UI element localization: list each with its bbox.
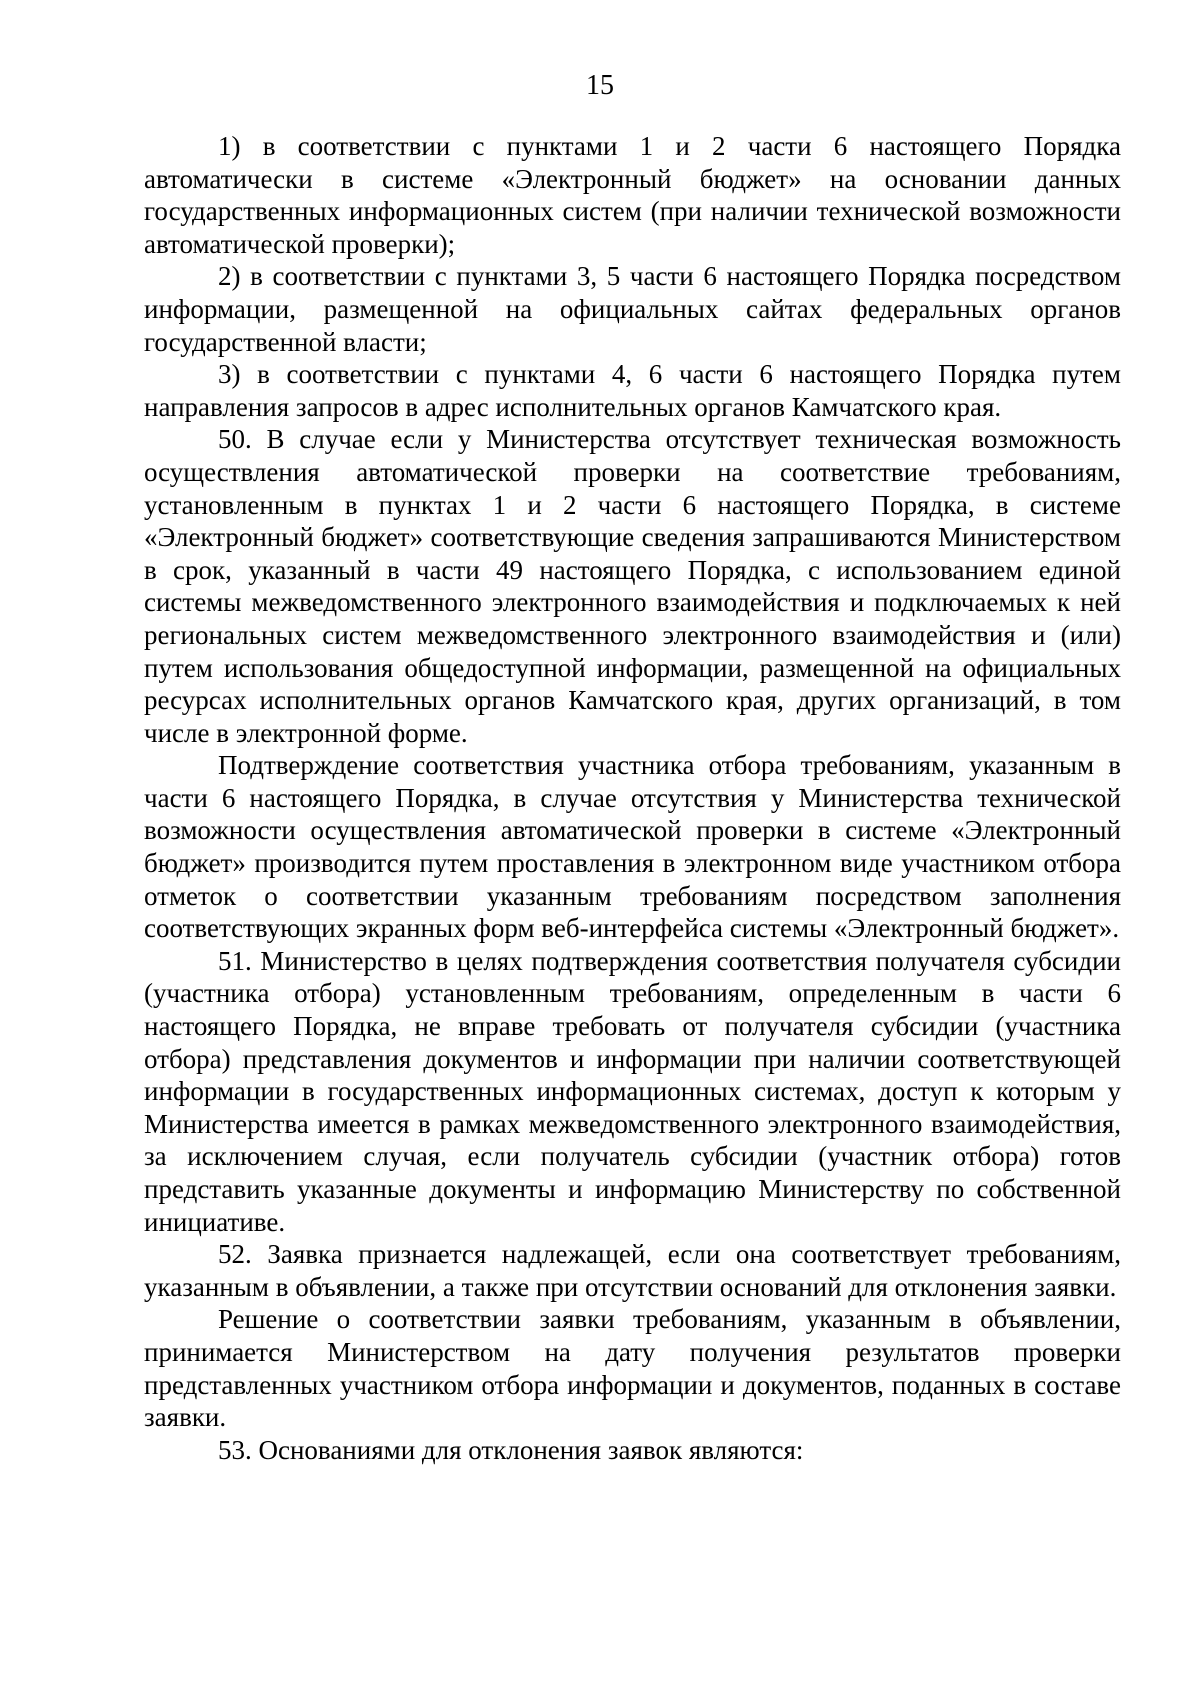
document-body	[144, 130, 1121, 1466]
paragraph-item-1: 1) в соответствии с пунктами 1 и 2 части 6 настоящего Порядка автоматически в системе «Электронный бюджет» на основании данных государственных информационных систем (при наличии технической возможности автоматической проверки);	[144, 131, 1121, 259]
paragraph-clause-53: 53. Основаниями для отклонения заявок являются:	[218, 1434, 804, 1465]
paragraph-item-2: 2) в соответствии с пунктами 3, 5 части 6 настоящего Порядка посредством информации, размещенной на официальных сайтах федеральных органов государственной власти;	[144, 261, 1121, 357]
paragraph-confirmation: Подтверждение соответствия участника отбора требованиям, указанным в части 6 настоящего Порядка, в случае отсутствия у Министерства технической возможности осуществления автоматической проверки в системе «Электронный бюджет» производится путем проставления в электронном виде участником отбора отметок о соответствии указанным требованиям посредством заполнения соответствующих экранных форм веб-интерфейса системы «Электронный бюджет».	[144, 750, 1121, 944]
paragraph-decision: Решение о соответствии заявки требованиям, указанным в объявлении, принимается Министерством на дату получения результатов проверки представленных участником отбора информации и документов, поданных в составе заявки.	[144, 1304, 1121, 1433]
paragraph-clause-51: 51. Министерство в целях подтверждения соответствия получателя субсидии (участника отбора) установленным требованиям, определенным в части 6 настоящего Порядка, не вправе требовать от получателя субсидии (участника отбора) представления документов и информации при наличии соответствующей информации в государственных информационных системах, доступ к которым у Министерства имеется в рамках межведомственного электронного взаимодействия, за исключением случая, если получатель субсидии (участник отбора) готов представить указанные документы и информацию Министерству по собственной инициативе.	[144, 945, 1121, 1237]
paragraph-clause-52: 52. Заявка признается надлежащей, если она соответствует требованиям, указанным в объявлении, а также при отсутствии оснований для отклонения заявки.	[144, 1239, 1121, 1302]
paragraph-item-3: 3) в соответствии с пунктами 4, 6 части 6 настоящего Порядка путем направления запросов в адрес исполнительных органов Камчатского края.	[144, 359, 1121, 422]
paragraph-clause-50: 50. В случае если у Министерства отсутствует техническая возможность осуществления автоматической проверки на соответствие требованиям, установленным в пунктах 1 и 2 части 6 настоящего Порядка, в системе «Электронный бюджет» соответствующие сведения запрашиваются Министерством в срок, указанный в части 49 настоящего Порядка, с использованием единой системы межведомственного электронного взаимодействия и подключаемых к ней региональных систем межведомственного электронного взаимодействия и (или) путем использования общедоступной информации, размещенной на официальных ресурсах исполнительных органов Камчатского края, других организаций, в том числе в электронной форме.	[144, 424, 1121, 748]
page-number: 15	[586, 70, 614, 101]
